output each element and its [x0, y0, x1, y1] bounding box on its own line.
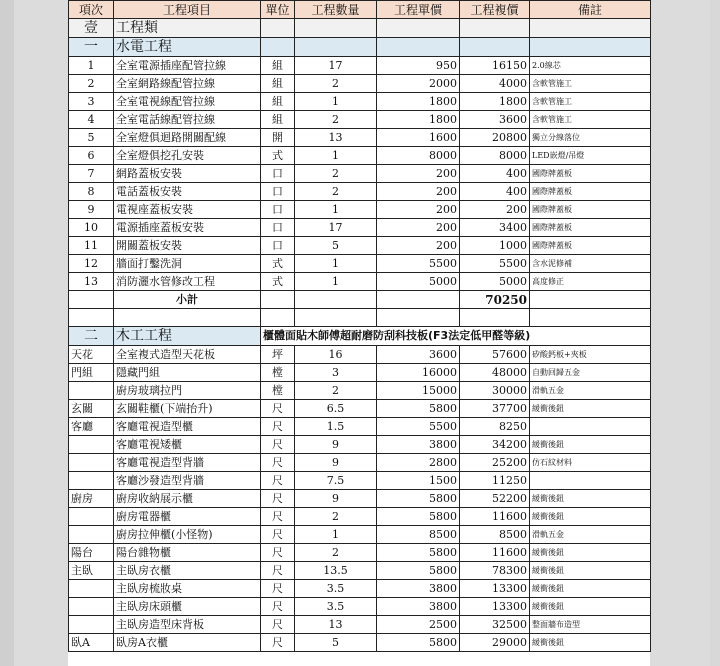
row-qty: 1.5: [295, 418, 377, 436]
row-price: 200: [377, 165, 460, 183]
row-price: 5000: [377, 273, 460, 291]
row-price: 5800: [377, 634, 460, 652]
row-number: 7: [69, 165, 114, 183]
blank-cell: [295, 309, 377, 327]
row-note: 國際牌蓋板: [530, 219, 651, 237]
row-unit: 口: [261, 165, 295, 183]
table-row: [69, 436, 651, 454]
row-qty: 13: [295, 616, 377, 634]
row-item: 開關蓋板安裝: [114, 237, 261, 255]
row-unit: 口: [261, 237, 295, 255]
row-item: 牆面打鑿洗洞: [114, 255, 261, 273]
row-price: 1800: [377, 93, 460, 111]
row-item: 玄關鞋櫃(下端抬升): [114, 400, 261, 418]
row-unit: 組: [261, 111, 295, 129]
row-price: 5800: [377, 544, 460, 562]
blank-cell: [377, 309, 460, 327]
row-qty: 2: [295, 544, 377, 562]
header-qty: 工程數量: [295, 1, 377, 19]
table-row: [69, 454, 651, 472]
row-unit: 尺: [261, 472, 295, 490]
quotation-page: [68, 0, 650, 666]
subtotal-value: 70250: [460, 291, 530, 309]
row-item: 主臥房梳妝桌: [114, 580, 261, 598]
row-price: 200: [377, 237, 460, 255]
row-note: 緩衝後鈕: [530, 400, 651, 418]
row-item: 全室網路線配管拉線: [114, 75, 261, 93]
row-qty: 2: [295, 382, 377, 400]
table-row: [69, 364, 651, 382]
row-qty: 1: [295, 255, 377, 273]
section-note: 櫃體面貼木師傅超耐磨防刮科技板(F3法定低甲醛等級): [261, 327, 651, 346]
row-unit: 式: [261, 255, 295, 273]
category-row: [69, 19, 651, 38]
row-note: 含水泥修補: [530, 255, 651, 273]
row-unit: 尺: [261, 562, 295, 580]
row-total: 30000: [460, 382, 530, 400]
row-qty: 1: [295, 526, 377, 544]
row-note: 高度修正: [530, 273, 651, 291]
spacer-row: [69, 309, 651, 327]
table-row: [69, 346, 651, 364]
table-row: [69, 183, 651, 201]
row-unit: 尺: [261, 508, 295, 526]
row-price: 5800: [377, 490, 460, 508]
table-row: [69, 526, 651, 544]
row-total: 11600: [460, 544, 530, 562]
row-note: 國際牌蓋板: [530, 237, 651, 255]
section-label: 木工工程: [114, 327, 261, 346]
header-total: 工程複價: [460, 1, 530, 19]
row-unit: 尺: [261, 616, 295, 634]
row-item: 廚房收納展示櫃: [114, 490, 261, 508]
table-row: [69, 255, 651, 273]
row-qty: 2: [295, 111, 377, 129]
quotation-body: [69, 19, 651, 652]
viewer-edge-left: [0, 0, 14, 666]
row-note: 仿石紋材料: [530, 454, 651, 472]
row-zone: [69, 616, 114, 634]
row-total: 32500: [460, 616, 530, 634]
row-price: 3800: [377, 598, 460, 616]
row-item: 全室複式造型天花板: [114, 346, 261, 364]
row-note: LED嵌燈/吊燈: [530, 147, 651, 165]
row-item: 陽台雜物櫃: [114, 544, 261, 562]
row-item: 臥房A衣櫃: [114, 634, 261, 652]
row-total: 13300: [460, 598, 530, 616]
row-unit: 尺: [261, 544, 295, 562]
row-item: 全室燈俱挖孔安裝: [114, 147, 261, 165]
row-zone: [69, 472, 114, 490]
row-note: 含軟管施工: [530, 93, 651, 111]
row-item: 隱藏門組: [114, 364, 261, 382]
row-price: 200: [377, 219, 460, 237]
row-zone: [69, 508, 114, 526]
row-zone: [69, 598, 114, 616]
table-row: [69, 382, 651, 400]
row-price: 200: [377, 183, 460, 201]
table-row: [69, 147, 651, 165]
row-zone: [69, 454, 114, 472]
header-no: 項次: [69, 1, 114, 19]
table-row: [69, 418, 651, 436]
row-qty: 2: [295, 508, 377, 526]
row-price: 1500: [377, 472, 460, 490]
row-zone: 臥A: [69, 634, 114, 652]
row-item: 客廳沙發造型背牆: [114, 472, 261, 490]
row-total: 400: [460, 165, 530, 183]
row-note: 緩衝後鈕: [530, 562, 651, 580]
row-note: 2.0線芯: [530, 57, 651, 75]
row-price: 3600: [377, 346, 460, 364]
row-price: 2000: [377, 75, 460, 93]
row-item: 消防灑水管修改工程: [114, 273, 261, 291]
row-item: 電源插座蓋板安裝: [114, 219, 261, 237]
header-price: 工程單價: [377, 1, 460, 19]
row-unit: 組: [261, 93, 295, 111]
blank-cell: [114, 309, 261, 327]
row-qty: 1: [295, 93, 377, 111]
row-item: 主臥房造型床背板: [114, 616, 261, 634]
header-item: 工程項目: [114, 1, 261, 19]
row-note: 緩衝後鈕: [530, 436, 651, 454]
row-price: 2500: [377, 616, 460, 634]
row-number: 1: [69, 57, 114, 75]
row-unit: 尺: [261, 418, 295, 436]
row-zone: 陽台: [69, 544, 114, 562]
row-price: 16000: [377, 364, 460, 382]
row-note: 緩衝後鈕: [530, 490, 651, 508]
row-total: 52200: [460, 490, 530, 508]
row-qty: 2: [295, 75, 377, 93]
row-price: 1600: [377, 129, 460, 147]
row-price: 2800: [377, 454, 460, 472]
row-zone: 客廳: [69, 418, 114, 436]
row-total: 5500: [460, 255, 530, 273]
row-qty: 2: [295, 183, 377, 201]
row-item: 網路蓋板安裝: [114, 165, 261, 183]
row-total: 11600: [460, 508, 530, 526]
section-row-carpentry: [69, 327, 651, 346]
row-zone: [69, 580, 114, 598]
blank-cell: [69, 309, 114, 327]
blank-cell: [69, 291, 114, 309]
table-row: [69, 580, 651, 598]
row-item: 全室電源插座配管拉線: [114, 57, 261, 75]
row-zone: 廚房: [69, 490, 114, 508]
row-total: 25200: [460, 454, 530, 472]
table-row: [69, 598, 651, 616]
row-price: 5800: [377, 400, 460, 418]
row-note: 緩衝後鈕: [530, 544, 651, 562]
row-number: 13: [69, 273, 114, 291]
row-note: 含軟管施工: [530, 75, 651, 93]
table-row: [69, 273, 651, 291]
row-unit: 樘: [261, 364, 295, 382]
blank-cell: [530, 309, 651, 327]
row-zone: 玄關: [69, 400, 114, 418]
row-number: 8: [69, 183, 114, 201]
row-item: 主臥房衣櫃: [114, 562, 261, 580]
section-number: 二: [69, 327, 114, 346]
row-item: 客廳電視造型背牆: [114, 454, 261, 472]
row-price: 200: [377, 201, 460, 219]
row-item: 廚房拉伸櫃(小怪物): [114, 526, 261, 544]
row-qty: 1: [295, 273, 377, 291]
header-note: 備註: [530, 1, 651, 19]
row-note: 含軟管施工: [530, 111, 651, 129]
row-price: 5500: [377, 418, 460, 436]
table-row: [69, 634, 651, 652]
blank-cell: [261, 309, 295, 327]
table-row: [69, 111, 651, 129]
row-unit: 口: [261, 183, 295, 201]
row-item: 廚房電器櫃: [114, 508, 261, 526]
row-zone: [69, 382, 114, 400]
table-row: [69, 129, 651, 147]
row-item: 廚房玻璃拉門: [114, 382, 261, 400]
row-total: 4000: [460, 75, 530, 93]
table-row: [69, 165, 651, 183]
row-item: 全室電話線配管拉線: [114, 111, 261, 129]
blank-cell: [261, 291, 295, 309]
row-price: 3800: [377, 580, 460, 598]
table-row: [69, 508, 651, 526]
row-qty: 3: [295, 364, 377, 382]
subtotal-row: [69, 291, 651, 309]
row-total: 400: [460, 183, 530, 201]
row-note: 矽酸鈣板+夾板: [530, 346, 651, 364]
quotation-table: [68, 0, 651, 652]
row-qty: 16: [295, 346, 377, 364]
row-unit: 樘: [261, 382, 295, 400]
blank-cell: [460, 309, 530, 327]
row-total: 8000: [460, 147, 530, 165]
row-unit: 尺: [261, 526, 295, 544]
row-number: 12: [69, 255, 114, 273]
row-note: 滑軌五金: [530, 382, 651, 400]
row-number: 3: [69, 93, 114, 111]
row-qty: 5: [295, 634, 377, 652]
row-item: 電話蓋板安裝: [114, 183, 261, 201]
row-item: 客廳電視造型櫃: [114, 418, 261, 436]
row-note: 自動回歸五金: [530, 364, 651, 382]
row-zone: 主臥: [69, 562, 114, 580]
row-total: 8250: [460, 418, 530, 436]
row-total: 78300: [460, 562, 530, 580]
row-price: 8000: [377, 147, 460, 165]
row-total: 200: [460, 201, 530, 219]
row-number: 6: [69, 147, 114, 165]
table-row: [69, 544, 651, 562]
row-item: 客廳電視矮櫃: [114, 436, 261, 454]
row-note: 國際牌蓋板: [530, 165, 651, 183]
row-zone: [69, 526, 114, 544]
row-unit: 口: [261, 201, 295, 219]
row-unit: 組: [261, 57, 295, 75]
row-price: 15000: [377, 382, 460, 400]
row-number: 4: [69, 111, 114, 129]
table-row: [69, 219, 651, 237]
subtotal-label: 小計: [114, 291, 261, 309]
row-note: 滑軌五金: [530, 526, 651, 544]
table-row: [69, 562, 651, 580]
row-total: 1000: [460, 237, 530, 255]
row-total: 1800: [460, 93, 530, 111]
row-total: 8500: [460, 526, 530, 544]
row-unit: 尺: [261, 436, 295, 454]
header-row: [69, 1, 651, 19]
row-number: 2: [69, 75, 114, 93]
row-item: 主臥房床頭櫃: [114, 598, 261, 616]
row-total: 3400: [460, 219, 530, 237]
row-total: 11250: [460, 472, 530, 490]
row-price: 5800: [377, 562, 460, 580]
row-price: 3800: [377, 436, 460, 454]
row-qty: 3.5: [295, 598, 377, 616]
section-row-electrical: [69, 38, 651, 57]
row-price: 1800: [377, 111, 460, 129]
row-qty: 9: [295, 490, 377, 508]
row-unit: 尺: [261, 598, 295, 616]
table-row: [69, 616, 651, 634]
row-qty: 6.5: [295, 400, 377, 418]
section-number: 一: [69, 38, 114, 57]
row-qty: 1: [295, 147, 377, 165]
row-qty: 3.5: [295, 580, 377, 598]
row-item: 全室燈俱迴路開關配線: [114, 129, 261, 147]
row-zone: [69, 436, 114, 454]
row-unit: 組: [261, 75, 295, 93]
row-unit: 尺: [261, 400, 295, 418]
row-qty: 17: [295, 57, 377, 75]
row-unit: 尺: [261, 580, 295, 598]
header-unit: 單位: [261, 1, 295, 19]
row-note: [530, 418, 651, 436]
row-unit: 式: [261, 273, 295, 291]
category-label: 工程類: [114, 19, 261, 38]
row-number: 9: [69, 201, 114, 219]
row-zone: 門組: [69, 364, 114, 382]
row-note: 緩衝後鈕: [530, 508, 651, 526]
table-row: [69, 490, 651, 508]
row-qty: 13: [295, 129, 377, 147]
blank-cell: [530, 291, 651, 309]
row-note: 國際牌蓋板: [530, 183, 651, 201]
row-price: 5800: [377, 508, 460, 526]
viewer-edge-right: [710, 0, 720, 666]
row-number: 5: [69, 129, 114, 147]
row-total: 5000: [460, 273, 530, 291]
blank-cell: [295, 291, 377, 309]
row-note: 緩衝後鈕: [530, 598, 651, 616]
row-qty: 2: [295, 165, 377, 183]
table-row: [69, 400, 651, 418]
row-qty: 13.5: [295, 562, 377, 580]
row-qty: 7.5: [295, 472, 377, 490]
row-qty: 9: [295, 436, 377, 454]
row-number: 10: [69, 219, 114, 237]
row-unit: 式: [261, 147, 295, 165]
table-row: [69, 201, 651, 219]
row-unit: 開: [261, 129, 295, 147]
row-total: 48000: [460, 364, 530, 382]
row-unit: 尺: [261, 490, 295, 508]
row-item: 全室電視線配管拉線: [114, 93, 261, 111]
table-row: [69, 57, 651, 75]
row-total: 34200: [460, 436, 530, 454]
row-unit: 口: [261, 219, 295, 237]
row-total: 20800: [460, 129, 530, 147]
row-number: 11: [69, 237, 114, 255]
row-qty: 9: [295, 454, 377, 472]
table-row: [69, 472, 651, 490]
row-note: 國際牌蓋板: [530, 201, 651, 219]
category-number: 壹: [69, 19, 114, 38]
row-zone: 天花: [69, 346, 114, 364]
row-price: 950: [377, 57, 460, 75]
section-label: 水電工程: [114, 38, 261, 57]
row-total: 37700: [460, 400, 530, 418]
row-unit: 尺: [261, 634, 295, 652]
row-item: 電視座蓋板安裝: [114, 201, 261, 219]
row-price: 5500: [377, 255, 460, 273]
table-row: [69, 75, 651, 93]
row-note: 整面牆布造型: [530, 616, 651, 634]
row-unit: 坪: [261, 346, 295, 364]
row-total: 13300: [460, 580, 530, 598]
row-total: 29000: [460, 634, 530, 652]
row-total: 3600: [460, 111, 530, 129]
row-note: 獨立分線落位: [530, 129, 651, 147]
row-note: [530, 472, 651, 490]
row-total: 16150: [460, 57, 530, 75]
row-qty: 1: [295, 201, 377, 219]
row-note: 緩衝後鈕: [530, 634, 651, 652]
row-note: 緩衝後鈕: [530, 580, 651, 598]
table-row: [69, 93, 651, 111]
blank-cell: [377, 291, 460, 309]
row-price: 8500: [377, 526, 460, 544]
row-qty: 5: [295, 237, 377, 255]
row-unit: 尺: [261, 454, 295, 472]
table-row: [69, 237, 651, 255]
row-qty: 17: [295, 219, 377, 237]
row-total: 57600: [460, 346, 530, 364]
